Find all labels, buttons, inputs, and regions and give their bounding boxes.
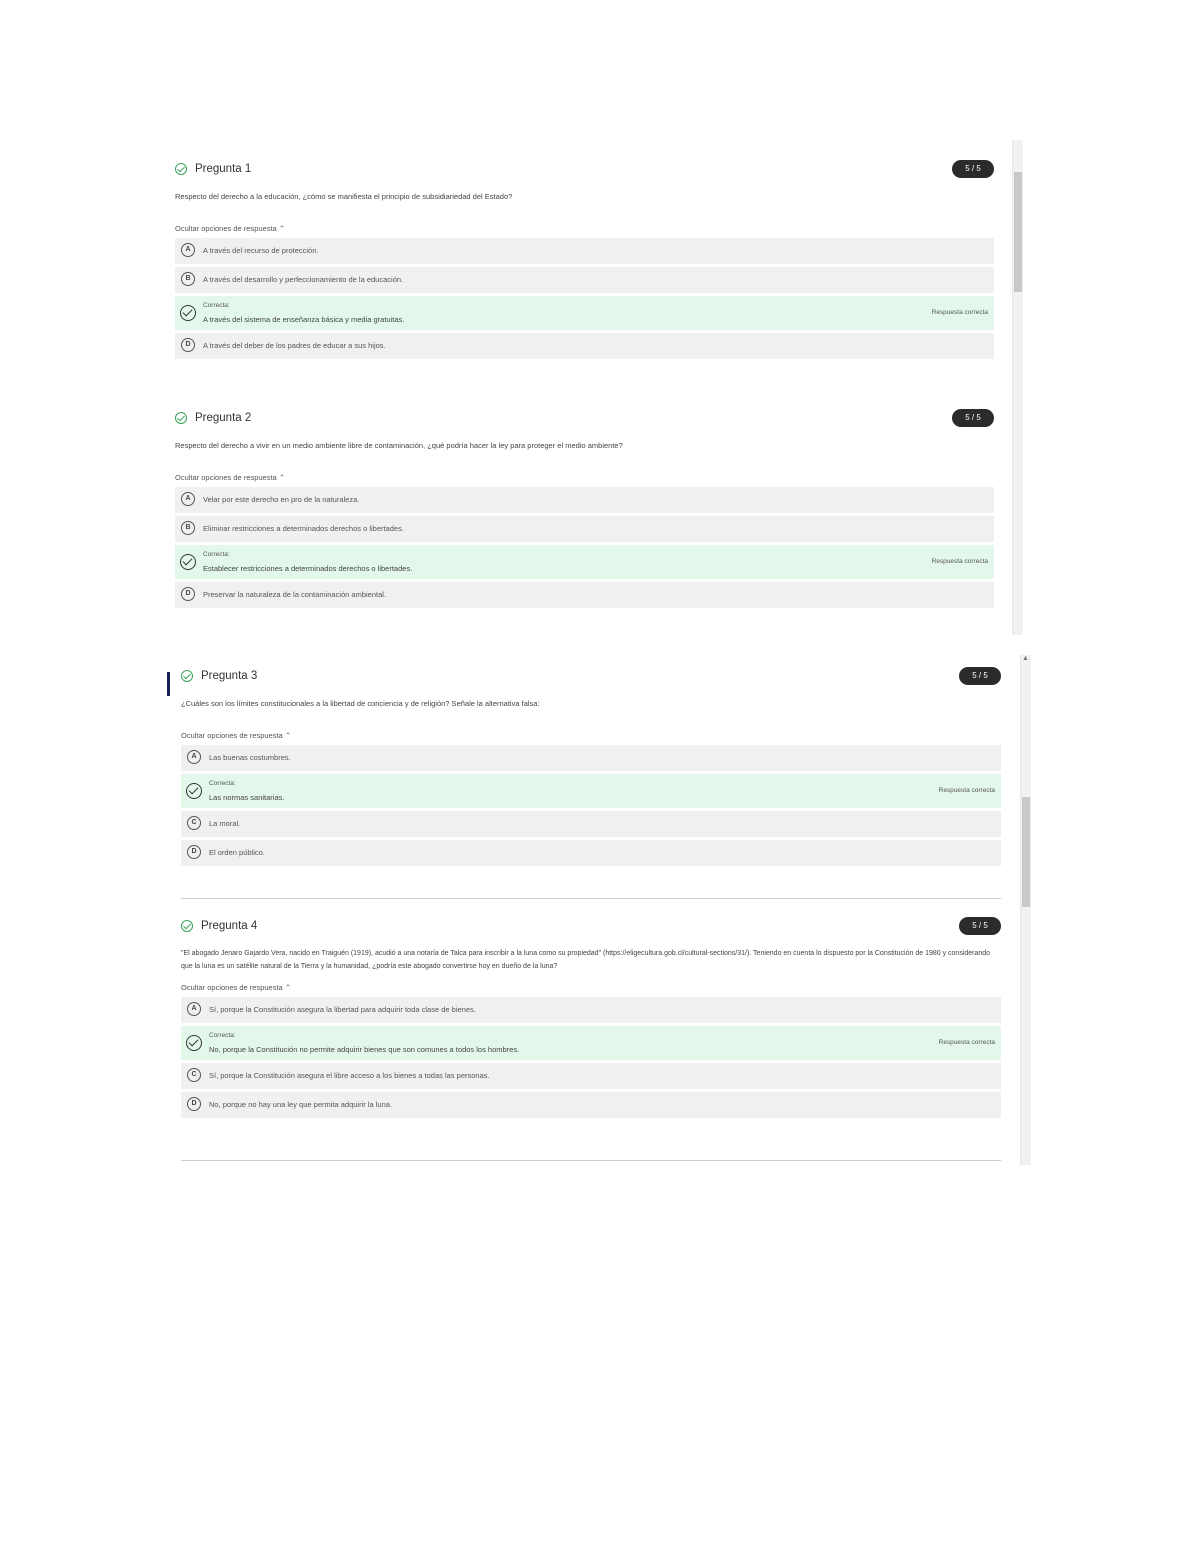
chevron-up-icon: ⌃: [284, 731, 292, 740]
option-text: Preservar la naturaleza de la contaminación ambiental.: [203, 590, 387, 599]
check-circle-icon: [180, 554, 196, 570]
option-d: [181, 840, 1001, 866]
letter-c-icon: C: [187, 816, 201, 830]
option-text: La moral.: [209, 819, 241, 828]
correct-label: Correcta:: [203, 302, 230, 309]
correct-label: Correcta:: [209, 780, 236, 787]
check-circle-icon: [180, 305, 196, 321]
correct-answer-label: Respuesta correcta: [931, 558, 988, 565]
question-divider: [181, 898, 1001, 899]
panel-1-scrollbar[interactable]: [1012, 140, 1023, 635]
option-b: [175, 516, 994, 542]
check-circle-icon: [175, 412, 187, 424]
question-text: Respecto del derecho a la educación, ¿cómo se manifiesta el principio de subsidiariedad del Estado?: [175, 192, 513, 201]
option-text: Las buenas costumbres.: [209, 753, 291, 762]
letter-b-icon: B: [181, 521, 195, 535]
letter-b-icon: B: [181, 272, 195, 286]
scroll-up-arrow-icon[interactable]: ▲: [1022, 655, 1029, 662]
panel-2-scroll-thumb[interactable]: [1022, 797, 1030, 907]
question-text: Respecto del derecho a vivir en un medio ambiente libre de contaminación, ¿qué podría hacer la ley para proteger el medio ambiente?: [175, 441, 623, 450]
score-badge: 5 / 5: [952, 160, 994, 178]
option-text: Eliminar restricciones a determinados derechos o libertades.: [203, 524, 404, 533]
correct-answer-label: Respuesta correcta: [931, 309, 988, 316]
option-c: [181, 811, 1001, 837]
letter-d-icon: D: [187, 845, 201, 859]
option-text: Velar por este derecho en pro de la naturaleza.: [203, 495, 360, 504]
option-text: Las normas sanitarias.: [209, 793, 285, 802]
option-b-correct: [181, 774, 1001, 808]
letter-a-icon: A: [187, 1002, 201, 1016]
question-3: [181, 667, 1001, 866]
focus-marker: [167, 672, 170, 696]
option-d: [175, 582, 994, 608]
question-title: Pregunta 4: [201, 920, 258, 932]
panel-2-scrollbar[interactable]: [1020, 655, 1031, 1165]
chevron-up-icon: ⌃: [278, 473, 286, 482]
option-text: Establecer restricciones a determinados derechos o libertades.: [203, 564, 413, 573]
question-2: [175, 409, 994, 608]
option-a: [181, 745, 1001, 771]
score-badge: 5 / 5: [952, 409, 994, 427]
correct-label: Correcta:: [203, 551, 230, 558]
option-text: A través del deber de los padres de educar a sus hijos.: [203, 341, 386, 350]
check-circle-icon: [181, 920, 193, 932]
option-b: [175, 267, 994, 293]
panel-1-scroll-thumb[interactable]: [1014, 172, 1022, 292]
option-d: [181, 1092, 1001, 1118]
option-a: [175, 238, 994, 264]
hide-options-toggle[interactable]: Ocultar opciones de respuesta ⌃: [181, 731, 292, 740]
check-circle-icon: [181, 670, 193, 682]
option-text: No, porque no hay una ley que permita adquirir la luna.: [209, 1100, 393, 1109]
option-a: [181, 997, 1001, 1023]
letter-a-icon: A: [181, 243, 195, 257]
option-b-correct: [181, 1026, 1001, 1060]
option-d: [175, 333, 994, 359]
option-text: A través del sistema de enseñanza básica y media gratuitas.: [203, 315, 405, 324]
option-c-correct: [175, 296, 994, 330]
hide-options-toggle[interactable]: Ocultar opciones de respuesta ⌃: [181, 983, 292, 992]
question-text: "El abogado Jenaro Gajardo Vera, nacido en Traiguén (1919), acudió a una notaría de Talca para inscribir a la luna como su propiedad" (https://eligecultura.gob.cl/cultural-sections/31/). Teniendo en cuenta lo dispuesto por la Constitución de 1980 y considerando que la luna es un satélite natural de la Tierra y la humanidad, ¿podría este abogado convertirse hoy en dueño de la luna?: [181, 950, 991, 970]
check-circle-icon: [186, 1035, 202, 1051]
option-c-correct: [175, 545, 994, 579]
question-4: [181, 917, 1001, 1118]
question-title: Pregunta 2: [195, 412, 252, 424]
correct-label: Correcta:: [209, 1032, 236, 1039]
letter-a-icon: A: [187, 750, 201, 764]
option-c: [181, 1063, 1001, 1089]
option-a: [175, 487, 994, 513]
correct-answer-label: Respuesta correcta: [938, 787, 995, 794]
option-text: No, porque la Constitución no permite adquirir bienes que son comunes a todos los hombres.: [209, 1045, 520, 1054]
option-text: Sí, porque la Constitución asegura la libertad para adquirir toda clase de bienes.: [209, 1005, 476, 1014]
check-circle-icon: [186, 783, 202, 799]
question-title: Pregunta 1: [195, 163, 252, 175]
letter-d-icon: D: [181, 587, 195, 601]
chevron-up-icon: ⌃: [284, 983, 292, 992]
check-circle-icon: [175, 163, 187, 175]
letter-d-icon: D: [187, 1097, 201, 1111]
correct-answer-label: Respuesta correcta: [938, 1039, 995, 1046]
option-text: A través del desarrollo y perfeccionamiento de la educación.: [203, 275, 404, 284]
question-title: Pregunta 3: [201, 670, 258, 682]
question-divider: [181, 1160, 1001, 1161]
chevron-up-icon: ⌃: [278, 224, 286, 233]
letter-c-icon: C: [187, 1068, 201, 1082]
option-text: A través del recurso de protección.: [203, 246, 319, 255]
score-badge: 5 / 5: [959, 917, 1001, 935]
hide-options-toggle[interactable]: Ocultar opciones de respuesta ⌃: [175, 473, 286, 482]
letter-d-icon: D: [181, 338, 195, 352]
option-text: Sí, porque la Constitución asegura el libre acceso a los bienes a todas las personas.: [209, 1071, 490, 1080]
question-1: [175, 160, 994, 359]
score-badge: 5 / 5: [959, 667, 1001, 685]
letter-a-icon: A: [181, 492, 195, 506]
option-text: El orden público.: [209, 848, 265, 857]
hide-options-toggle[interactable]: Ocultar opciones de respuesta ⌃: [175, 224, 286, 233]
question-text: ¿Cuáles son los límites constitucionales a la libertad de conciencia y de religión? Señale la alternativa falsa:: [181, 699, 540, 708]
